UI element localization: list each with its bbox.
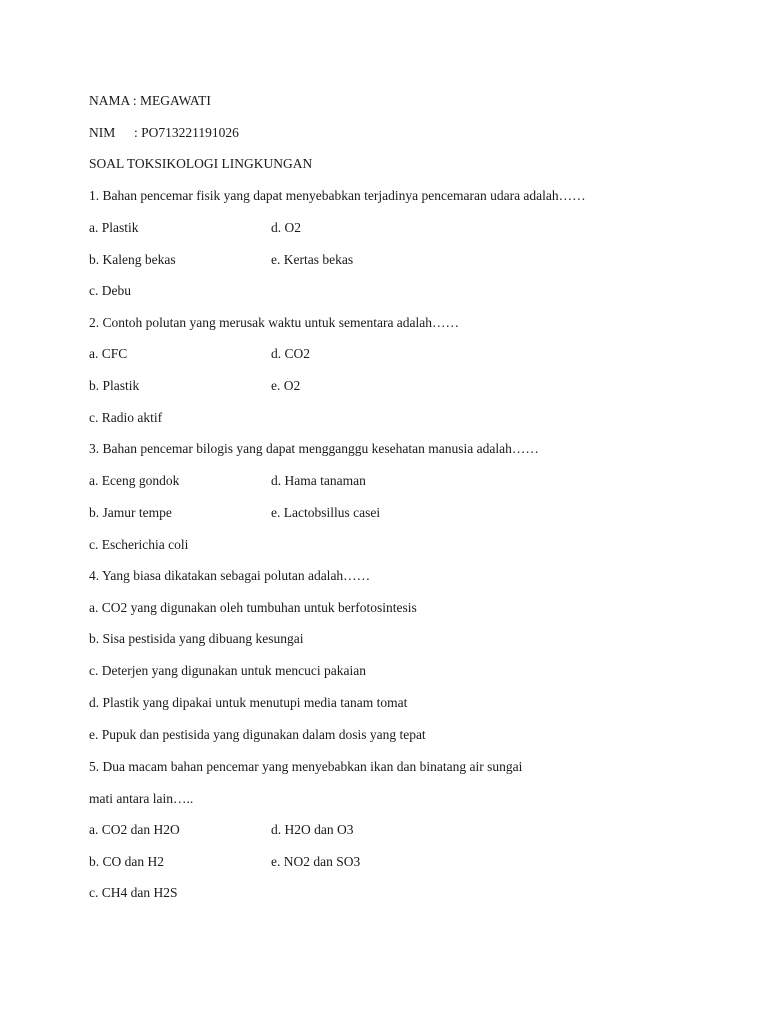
nim-value: : PO713221191026: [134, 125, 239, 140]
question-1-option-a: a. Plastik: [89, 220, 139, 235]
question-1-option-c: c. Debu: [89, 283, 131, 298]
student-name: NAMA : MEGAWATI: [89, 93, 211, 108]
question-3-option-d: d. Hama tanaman: [271, 473, 366, 488]
question-1-option-d: d. O2: [271, 220, 301, 235]
question-2-option-e: e. O2: [271, 378, 301, 393]
question-4-option-e: e. Pupuk dan pestisida yang digunakan dalam dosis yang tepat: [89, 727, 426, 742]
question-5-option-d: d. H2O dan O3: [271, 822, 354, 837]
question-1-text: 1. Bahan pencemar fisik yang dapat menyebabkan terjadinya pencemaran udara adalah……: [89, 188, 586, 203]
question-4-option-d: d. Plastik yang dipakai untuk menutupi media tanam tomat: [89, 695, 408, 710]
question-5-option-a: a. CO2 dan H2O: [89, 822, 180, 837]
question-5-option-e: e. NO2 dan SO3: [271, 854, 361, 869]
document-title: SOAL TOKSIKOLOGI LINGKUNGAN: [89, 156, 313, 171]
question-5-option-b: b. CO dan H2: [89, 854, 164, 869]
question-3-option-c: c. Escherichia coli: [89, 537, 189, 552]
question-2-option-d: d. CO2: [271, 346, 311, 361]
question-1-option-b: b. Kaleng bekas: [89, 252, 176, 267]
question-3-option-b: b. Jamur tempe: [89, 505, 172, 520]
question-2-option-b: b. Plastik: [89, 378, 140, 393]
question-4-option-c: c. Deterjen yang digunakan untuk mencuci pakaian: [89, 663, 367, 678]
question-4-option-a: a. CO2 yang digunakan oleh tumbuhan untuk berfotosintesis: [89, 600, 417, 615]
question-3-text: 3. Bahan pencemar bilogis yang dapat mengganggu kesehatan manusia adalah……: [89, 441, 539, 456]
question-4-option-b: b. Sisa pestisida yang dibuang kesungai: [89, 631, 304, 646]
nim-label: NIM: [89, 125, 116, 140]
question-3-option-e: e. Lactobsillus casei: [271, 505, 381, 520]
question-3-option-a: a. Eceng gondok: [89, 473, 180, 488]
question-2-text: 2. Contoh polutan yang merusak waktu untuk sementara adalah……: [89, 315, 460, 330]
question-5-option-c: c. CH4 dan H2S: [89, 885, 178, 900]
question-5-text: 5. Dua macam bahan pencemar yang menyebabkan ikan dan binatang air sungai: [89, 759, 523, 774]
question-5-text-continued: mati antara lain…..: [89, 791, 194, 806]
question-1-option-e: e. Kertas bekas: [271, 252, 354, 267]
question-2-option-a: a. CFC: [89, 346, 128, 361]
question-2-option-c: c. Radio aktif: [89, 410, 163, 425]
question-4-text: 4. Yang biasa dikatakan sebagai polutan adalah……: [89, 568, 371, 583]
